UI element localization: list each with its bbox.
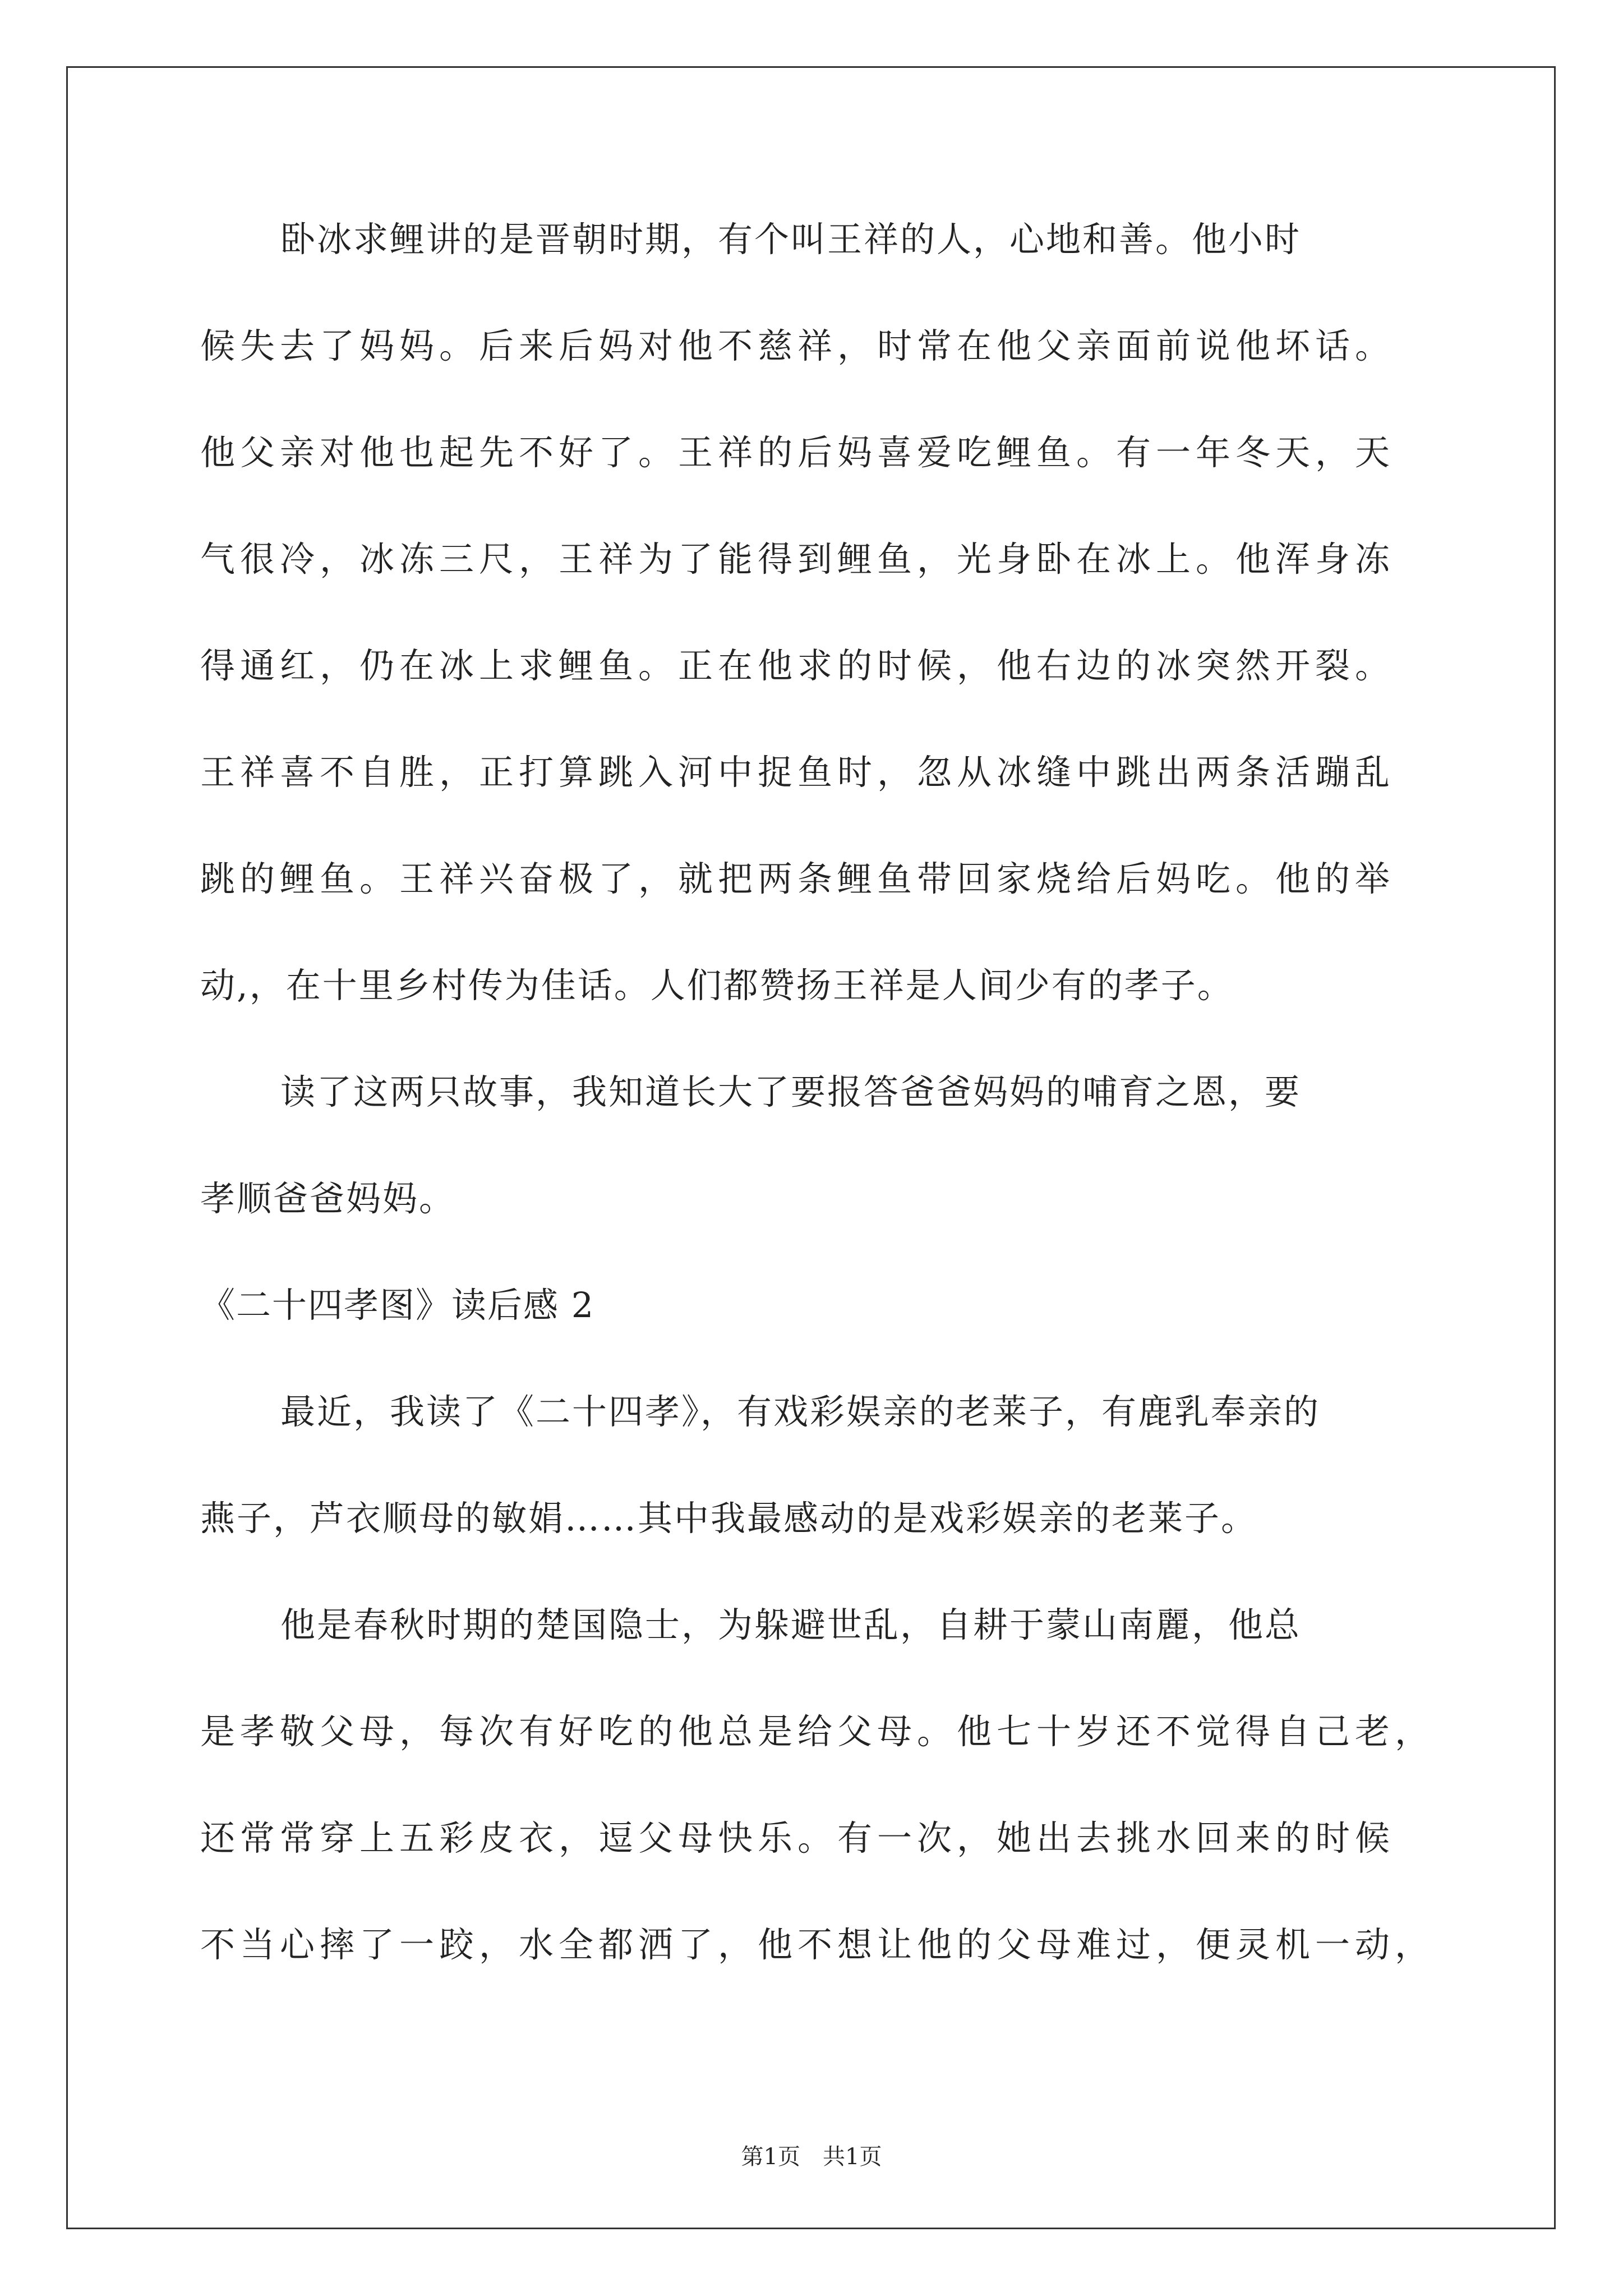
text-line: 他父亲对他也起先不好了。王祥的后妈喜爱吃鲤鱼。有一年冬天，天 bbox=[200, 432, 1395, 473]
page-footer: 第1页 共1页 bbox=[741, 2144, 882, 2170]
text-line: 气很冷，冰冻三尺，王祥为了能得到鲤鱼，光身卧在冰上。他浑身冻 bbox=[200, 539, 1395, 579]
page-border bbox=[66, 66, 1556, 2229]
text-line: 孝顺爸爸妈妈。 bbox=[200, 1178, 456, 1219]
text-line: 燕子，芦衣顺母的敏娟……其中我最感动的是戏彩娱亲的老莱子。 bbox=[200, 1498, 1258, 1539]
text-line: 得通红，仍在冰上求鲤鱼。正在他求的时候，他右边的冰突然开裂。 bbox=[200, 645, 1395, 686]
text-line: 不当心摔了一跤，水全都洒了，他不想让他的父母难过，便灵机一动， bbox=[200, 1924, 1435, 1965]
text-line: 最近，我读了《二十四孝》，有戏彩娱亲的老莱子，有鹿乳奉亲的 bbox=[280, 1391, 1321, 1432]
text-line: 是孝敬父母，每次有好吃的他总是给父母。他七十岁还不觉得自己老， bbox=[200, 1711, 1435, 1752]
text-line: 卧冰求鲤讲的是晋朝时期，有个叫王祥的人，心地和善。他小时 bbox=[280, 219, 1302, 260]
section-heading: 《二十四孝图》读后感 2 bbox=[200, 1285, 595, 1326]
text-line: 候失去了妈妈。后来后妈对他不慈祥，时常在他父亲面前说他坏话。 bbox=[200, 325, 1395, 366]
text-line: 跳的鲤鱼。王祥兴奋极了，就把两条鲤鱼带回家烧给后妈吃。他的举 bbox=[200, 858, 1395, 899]
text-line: 还常常穿上五彩皮衣，逗父母快乐。有一次，她出去挑水回来的时候 bbox=[200, 1818, 1395, 1858]
text-line: 动,，在十里乡村传为佳话。人们都赞扬王祥是人间少有的孝子。 bbox=[200, 965, 1234, 1006]
text-line: 读了这两只故事，我知道长大了要报答爸爸妈妈的哺育之恩，要 bbox=[280, 1071, 1302, 1112]
text-line: 他是春秋时期的楚国隐士，为躲避世乱，自耕于蒙山南麗，他总 bbox=[280, 1604, 1302, 1645]
text-line: 王祥喜不自胜，正打算跳入河中捉鱼时，忽从冰缝中跳出两条活蹦乱 bbox=[200, 752, 1395, 793]
